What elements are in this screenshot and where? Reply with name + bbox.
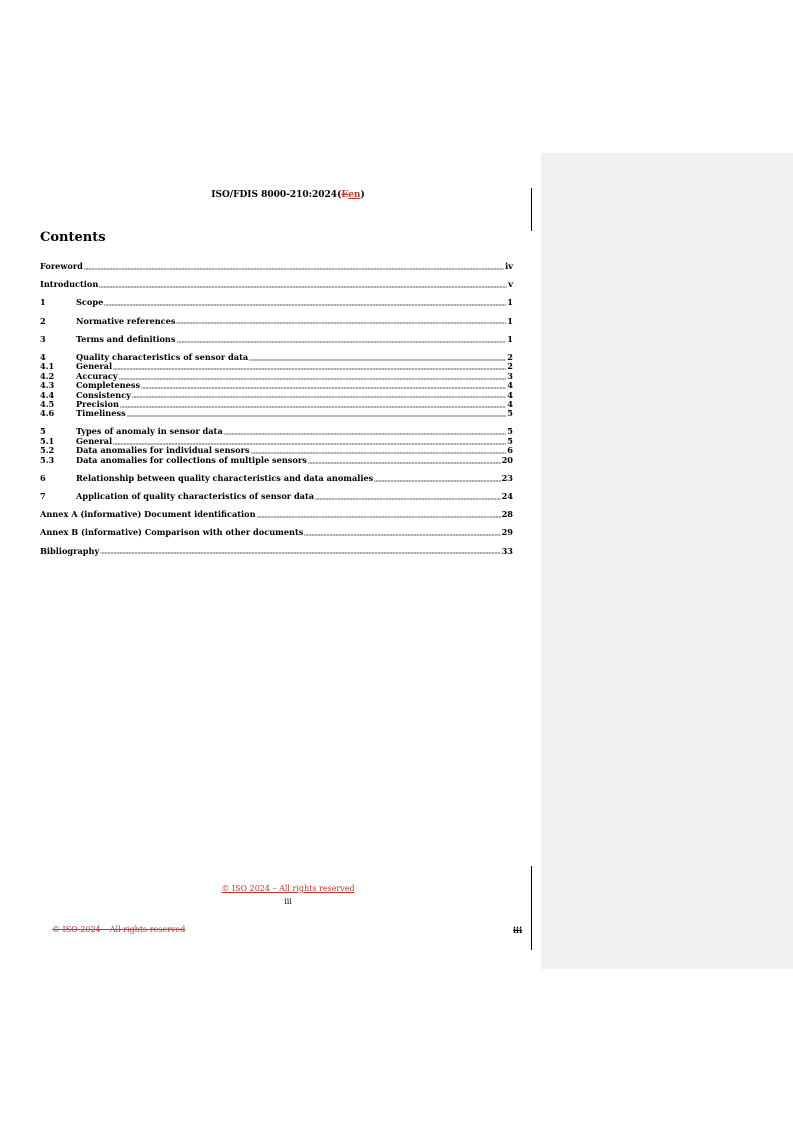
toc-entry-title: Accuracy	[76, 370, 118, 381]
toc-entry-title: Data anomalies for collections of multiple sensors	[76, 454, 307, 465]
toc-entry-page: 4	[507, 380, 513, 391]
toc-entry-title: Precision	[76, 398, 119, 409]
toc-entry-page: 4	[507, 389, 513, 400]
toc-entry-title: Quality characteristics of sensor data	[76, 351, 249, 362]
toc-dot-leader	[84, 268, 504, 270]
toc-entry-page: 5	[507, 435, 513, 446]
toc-entry-number: 4.1	[40, 361, 55, 372]
toc-entry-number: 4.5	[40, 398, 55, 409]
toc-dot-leader	[257, 516, 501, 518]
table-of-contents	[40, 262, 513, 556]
footer-page-number-deleted: iii	[513, 925, 523, 935]
toc-entry-page: 4	[507, 398, 513, 409]
toc-entry-title: Consistency	[76, 389, 131, 400]
toc-entry[interactable]	[40, 547, 513, 556]
toc-entry-title: Scope	[76, 297, 104, 308]
toc-dot-leader	[304, 534, 500, 536]
toc-entry-number: 4.6	[40, 408, 55, 419]
toc-dot-leader	[119, 378, 507, 380]
toc-entry[interactable]	[40, 262, 513, 271]
toc-entry-page: 5	[507, 408, 513, 419]
toc-entry[interactable]	[40, 298, 513, 307]
toc-entry-number: 4.4	[40, 389, 55, 400]
toc-entry-number: 6	[40, 472, 46, 483]
toc-entry-page: iv	[505, 261, 513, 271]
toc-entry-page: 2	[507, 351, 513, 362]
toc-entry-page: 20	[501, 454, 513, 465]
toc-entry[interactable]	[40, 409, 513, 418]
toc-entry-number: 1	[40, 297, 46, 308]
header-inserted-text: en	[348, 190, 361, 200]
toc-dot-leader	[249, 359, 506, 361]
toc-entry-title: Bibliography	[40, 545, 100, 556]
toc-dot-leader	[374, 480, 500, 482]
toc-entry[interactable]	[40, 335, 513, 344]
toc-dot-leader	[224, 433, 507, 435]
toc-dot-leader	[113, 368, 506, 370]
toc-entry-number: 4	[40, 351, 46, 362]
toc-entry-title: Types of anomaly in sensor data	[76, 426, 223, 437]
toc-entry-title: Application of quality characteristics of sensor data	[76, 491, 315, 502]
toc-entry[interactable]	[40, 317, 513, 326]
toc-entry-page: 29	[501, 527, 513, 538]
toc-entry-title: Introduction	[40, 279, 99, 290]
toc-dot-leader	[315, 498, 501, 500]
toc-dot-leader	[141, 387, 506, 389]
toc-dot-leader	[120, 406, 506, 408]
toc-entry-number: 5.2	[40, 445, 55, 456]
toc-entry-title: Relationship between quality characteristics and data anomalies	[76, 472, 374, 483]
toc-dot-leader	[177, 341, 507, 343]
toc-entry-page: 3	[507, 370, 513, 381]
toc-dot-leader	[308, 462, 501, 464]
toc-entry-page: 24	[501, 491, 513, 502]
footer-copyright-deleted: © ISO 2024 – All rights reserved	[52, 925, 186, 934]
toc-entry-title: Completeness	[76, 380, 141, 391]
toc-entry-page: 33	[501, 545, 513, 556]
toc-dot-leader	[251, 452, 507, 454]
toc-entry[interactable]	[40, 528, 513, 537]
toc-entry-page: 28	[501, 509, 513, 520]
toc-entry[interactable]	[40, 474, 513, 483]
toc-entry-page: v	[508, 279, 513, 290]
toc-entry-number: 5.3	[40, 454, 55, 465]
toc-entry-number: 4.2	[40, 370, 55, 381]
toc-dot-leader	[104, 304, 506, 306]
toc-entry-title: General	[76, 435, 113, 446]
toc-entry-title: General	[76, 361, 113, 372]
contents-title: Contents	[40, 230, 106, 245]
toc-entry-number: 4.3	[40, 380, 55, 391]
toc-entry-title: Annex A (informative) Document identification	[40, 509, 256, 520]
toc-entry[interactable]	[40, 492, 513, 501]
footer-page-number: iii	[284, 897, 292, 906]
footer-copyright-inserted: © ISO 2024 – All rights reserved	[221, 884, 355, 893]
toc-dot-leader	[176, 322, 506, 324]
toc-entry-page: 1	[507, 297, 513, 308]
toc-dot-leader	[132, 396, 506, 398]
change-bar-footer	[531, 866, 532, 950]
header-close: )	[360, 190, 365, 200]
toc-entry-page: 1	[507, 315, 513, 326]
toc-entry-page: 5	[507, 426, 513, 437]
toc-entry[interactable]	[40, 280, 513, 289]
toc-dot-leader	[99, 286, 507, 288]
header-deleted-text: E	[341, 190, 349, 200]
toc-entry-number: 2	[40, 315, 46, 326]
header-code: ISO/FDIS 8000-210:2024(	[211, 190, 342, 200]
toc-entry-page: 2	[507, 361, 513, 372]
toc-entry-page: 6	[507, 445, 513, 456]
toc-entry-title: Normative references	[76, 315, 176, 326]
toc-entry-title: Data anomalies for individual sensors	[76, 445, 250, 456]
toc-entry-title: Timeliness	[76, 408, 126, 419]
toc-entry-title: Foreword	[40, 261, 83, 271]
toc-entry-number: 3	[40, 333, 46, 344]
toc-entry-number: 7	[40, 491, 46, 502]
toc-entry-title: Terms and definitions	[76, 333, 176, 344]
toc-entry[interactable]	[40, 510, 513, 519]
toc-entry-title: Annex B (informative) Comparison with other documents	[40, 527, 304, 538]
toc-dot-leader	[127, 415, 507, 417]
toc-entry-number: 5.1	[40, 435, 55, 446]
document-header	[40, 190, 536, 200]
toc-entry[interactable]	[40, 456, 513, 465]
toc-entry-number: 5	[40, 426, 46, 437]
toc-entry-page: 23	[501, 472, 513, 483]
comment-pane	[541, 153, 793, 969]
toc-entry-page: 1	[507, 333, 513, 344]
toc-dot-leader	[100, 552, 500, 554]
